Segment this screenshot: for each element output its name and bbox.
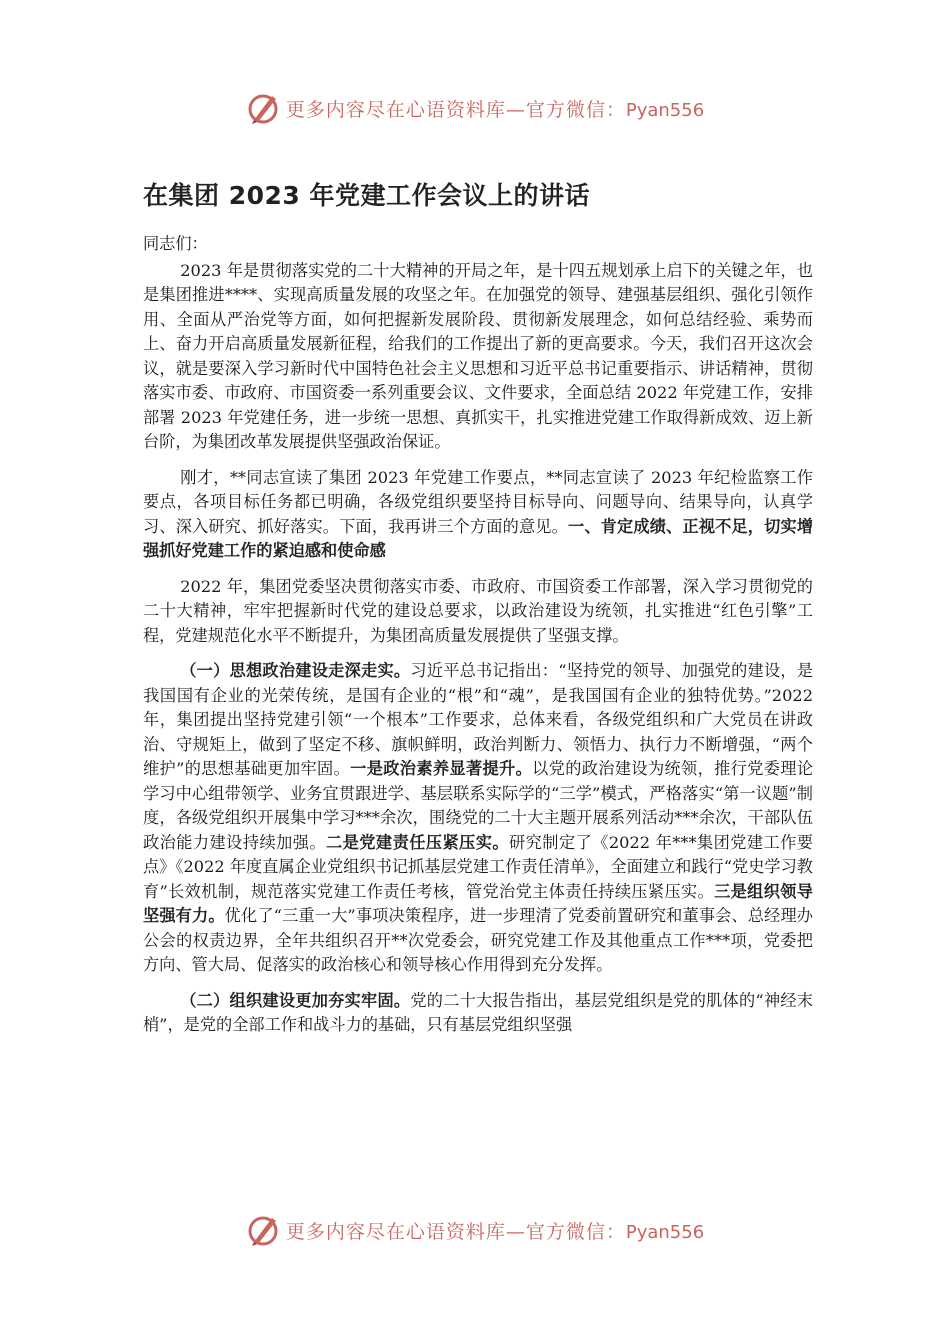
subsection-heading-2: （二）组织建设更加夯实牢固。: [180, 990, 411, 1010]
paragraph-intro: 2023 年是贯彻落实党的二十大精神的开局之年，是十四五规划承上启下的关键之年，也是集团推进****、实现高质量发展的攻坚之年。在加强党的领导、建强基层组织、强化引领作用、全面从严治党等方面，如何把握新发展阶段、贯彻新发展理念，如何总结经验、乘势而上、奋力开启高质量发展新征程，给我们的工作提出了新的更高要求。今天，我们召开这次会议，就是要深入学习新时代中国特色社会主义思想和习近平总书记重要指示、讲话精神，贯彻落实市委、市政府、市国资委一系列重要会议、文件要求，全面总结 2022 年党建工作，安排部署 2023 年党建任务，进一步统一思想、真抓实干，扎实推进党建工作取得新成效、迈上新台阶，为集团改革发展提供坚强政治保证。: [143, 260, 813, 451]
wechat-id: Pyan556: [625, 99, 705, 121]
banner-text: 更多内容尽在心语资料库—官方微信：Pyan556: [285, 98, 705, 121]
banner-text: 更多内容尽在心语资料库—官方微信：Pyan556: [285, 1220, 705, 1243]
point-heading-2: 二是党建责任压紧压实。: [326, 832, 510, 852]
wechat-id: Pyan556: [625, 1221, 705, 1243]
paragraph-ideology: （一）思想政治建设走深走实。习近平总书记指出：“坚持党的领导、加强党的建设，是我国国有企业的光荣传统，是国有企业的“根”和“魂”，是我国国有企业的独特优势。”2022 年，集团提出坚持党建引领“一个根本”工作要求，总体来看，各级党组织和广大党员在讲政治、守规矩上，做到了坚定不移、旗帜鲜明，政治判断力、领悟力、执行力不断增强，“两个维护”的思想基础更加牢固。一是政治素养显著提升。以党的政治建设为统领，推行党委理论学习中心组带领学、业务宜贯跟进学、基层联系实际学的“三学”模式，严格落实“第一议题”制度，各级党组织开展集中学习***余次，围绕党的二十大主题开展系列活动***余次，干部队伍政治能力建设持续加强。二是党建责任压紧压实。研究制定了《2022 年***集团党建工作要点》《2022 年度直属企业党组织书记抓基层党建工作责任清单》，全面建立和践行“党史学习教育”长效机制，规范落实党建工作责任考核，管党治党主体责任持续压紧压实。三是组织领导坚强有力。优化了“三重一大”事项决策程序，进一步理清了党委前置研究和董事会、总经理办公会的权责边界，全年共组织召开**次党委会，研究党建工作及其他重点工作***项，党委把方向、管大局、促落实的政治核心和领导核心作用得到充分发挥。: [143, 661, 814, 974]
document-title: 在集团 2023 年党建工作会议上的讲话: [143, 181, 590, 210]
section-heading-1: 一、肯定成绩、正视不足，切实增强抓好党建工作的紧迫感和使命感: [143, 516, 814, 560]
point-heading-3: 三是组织领导坚强有力。: [143, 881, 813, 925]
footer-banner: [0, 1208, 950, 1252]
document-body: [143, 232, 813, 1049]
paragraph-organization: （二）组织建设更加夯实牢固。党的二十大报告指出，基层党组织是党的肌体的“神经末梢”，是党的全部工作和战斗力的基础，只有基层党组织坚强: [143, 990, 814, 1034]
pen-logo-icon: [246, 90, 282, 126]
paragraph-achievements: 2022 年，集团党委坚决贯彻落实市委、市政府、市国资委工作部署，深入学习贯彻党的二十大精神，牢牢把握新时代党的建设总要求，以政治建设为统领，扎实推进“红色引擎”工程，党建规范化水平不断提升，为集团高质量发展提供了坚强支撑。: [143, 576, 813, 645]
pen-logo-icon: [246, 1212, 282, 1248]
paragraph-outline: 刚才，**同志宣读了集团 2023 年党建工作要点，**同志宣读了 2023 年纪检监察工作要点，各项目标任务都已明确，各级党组织要坚持目标导向、问题导向、结果导向，认真学习、深入研究、抓好落实。下面，我再讲三个方面的意见。一、肯定成绩、正视不足，切实增强抓好党建工作的紧迫感和使命感: [143, 467, 814, 560]
salutation: 同志们：: [143, 234, 208, 253]
header-banner: [0, 86, 950, 130]
point-heading-1: 一是政治素养显著提升。: [350, 759, 533, 778]
subsection-heading-1: （一）思想政治建设走深走实。: [180, 661, 411, 680]
